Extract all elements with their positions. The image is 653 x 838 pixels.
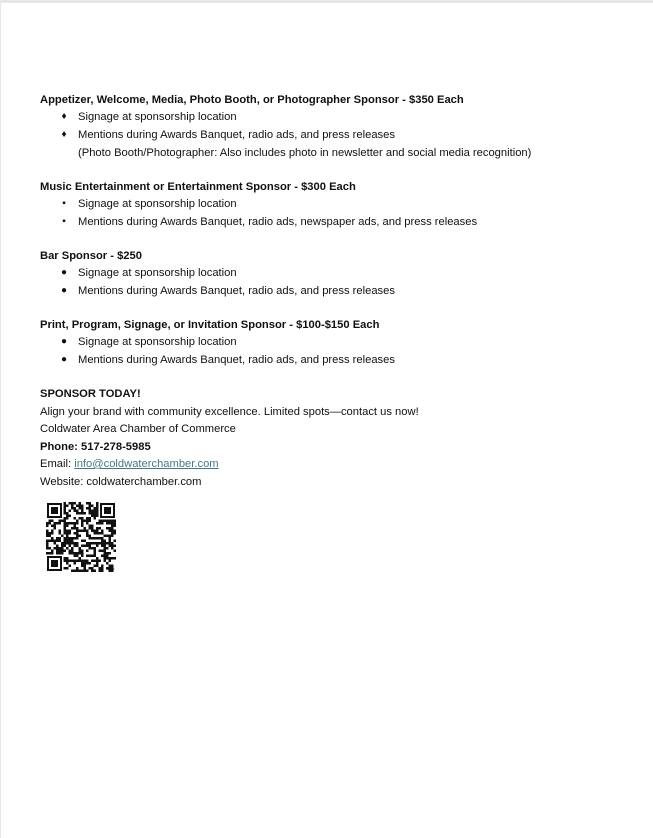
list-item-text: Mentions during Awards Banquet, radio ads, and press releases bbox=[78, 285, 395, 297]
bullet-list bbox=[40, 264, 630, 300]
document-page bbox=[40, 92, 630, 491]
section-heading: Appetizer, Welcome, Media, Photo Booth, or Photographer Sponsor - $350 Each bbox=[40, 94, 464, 106]
list-item bbox=[40, 282, 630, 300]
list-item bbox=[40, 333, 630, 351]
list-item-text: Signage at sponsorship location bbox=[78, 111, 237, 123]
list-item-text: Signage at sponsorship location bbox=[78, 267, 237, 279]
organization-name: Coldwater Area Chamber of Commerce bbox=[40, 423, 236, 435]
section-heading: Music Entertainment or Entertainment Sponsor - $300 Each bbox=[40, 181, 356, 193]
list-item-text: Mentions during Awards Banquet, radio ads, and press releases bbox=[78, 354, 395, 366]
qr-code-icon[interactable] bbox=[46, 502, 116, 572]
email-label: Email: bbox=[40, 458, 75, 470]
list-item bbox=[40, 213, 630, 231]
diamond-icon: ♦ bbox=[61, 129, 67, 140]
email-line bbox=[40, 456, 630, 474]
website-line: Website: coldwaterchamber.com bbox=[40, 475, 202, 488]
bullet-list bbox=[40, 108, 630, 144]
disc-icon: ● bbox=[60, 336, 68, 347]
list-item bbox=[40, 126, 630, 144]
disc-icon: ● bbox=[60, 267, 68, 278]
phone-number: Phone: 517-278-5985 bbox=[40, 440, 151, 453]
list-item bbox=[40, 195, 630, 213]
list-item bbox=[40, 108, 630, 126]
list-item bbox=[40, 264, 630, 282]
contact-block bbox=[40, 386, 630, 491]
sponsor-section-print bbox=[40, 317, 630, 369]
section-note: (Photo Booth/Photographer: Also includes photo in newsletter and social media recognition) bbox=[78, 147, 532, 159]
sponsor-section-appetizer bbox=[40, 92, 630, 162]
list-item-text: Mentions during Awards Banquet, radio ads, and press releases bbox=[78, 129, 395, 141]
bullet-list bbox=[40, 195, 630, 231]
list-item-text: Signage at sponsorship location bbox=[78, 198, 237, 210]
cta-tagline: Align your brand with community excellence. Limited spots—contact us now! bbox=[40, 405, 419, 418]
qr-code-graphic bbox=[46, 502, 116, 572]
section-heading: Print, Program, Signage, or Invitation Sponsor - $100-$150 Each bbox=[40, 319, 380, 331]
disc-icon: ● bbox=[60, 354, 68, 365]
cta-title: SPONSOR TODAY! bbox=[40, 388, 141, 400]
section-heading: Bar Sponsor - $250 bbox=[40, 250, 142, 262]
list-item-text: Signage at sponsorship location bbox=[78, 336, 237, 348]
email-link[interactable]: info@coldwaterchamber.com bbox=[74, 458, 219, 470]
disc-icon: ● bbox=[60, 285, 68, 296]
list-item bbox=[40, 351, 630, 369]
sponsor-section-bar bbox=[40, 248, 630, 300]
diamond-icon: ♦ bbox=[61, 111, 67, 122]
page-top-edge bbox=[0, 0, 653, 3]
square-icon: ▪ bbox=[62, 198, 66, 209]
square-icon: ▪ bbox=[62, 216, 66, 227]
qr-corner-text: bitly bbox=[107, 567, 115, 571]
page-left-edge bbox=[0, 0, 1, 838]
bullet-list bbox=[40, 333, 630, 369]
list-item-text: Mentions during Awards Banquet, radio ads, newspaper ads, and press releases bbox=[78, 216, 478, 228]
sponsor-section-music bbox=[40, 179, 630, 231]
